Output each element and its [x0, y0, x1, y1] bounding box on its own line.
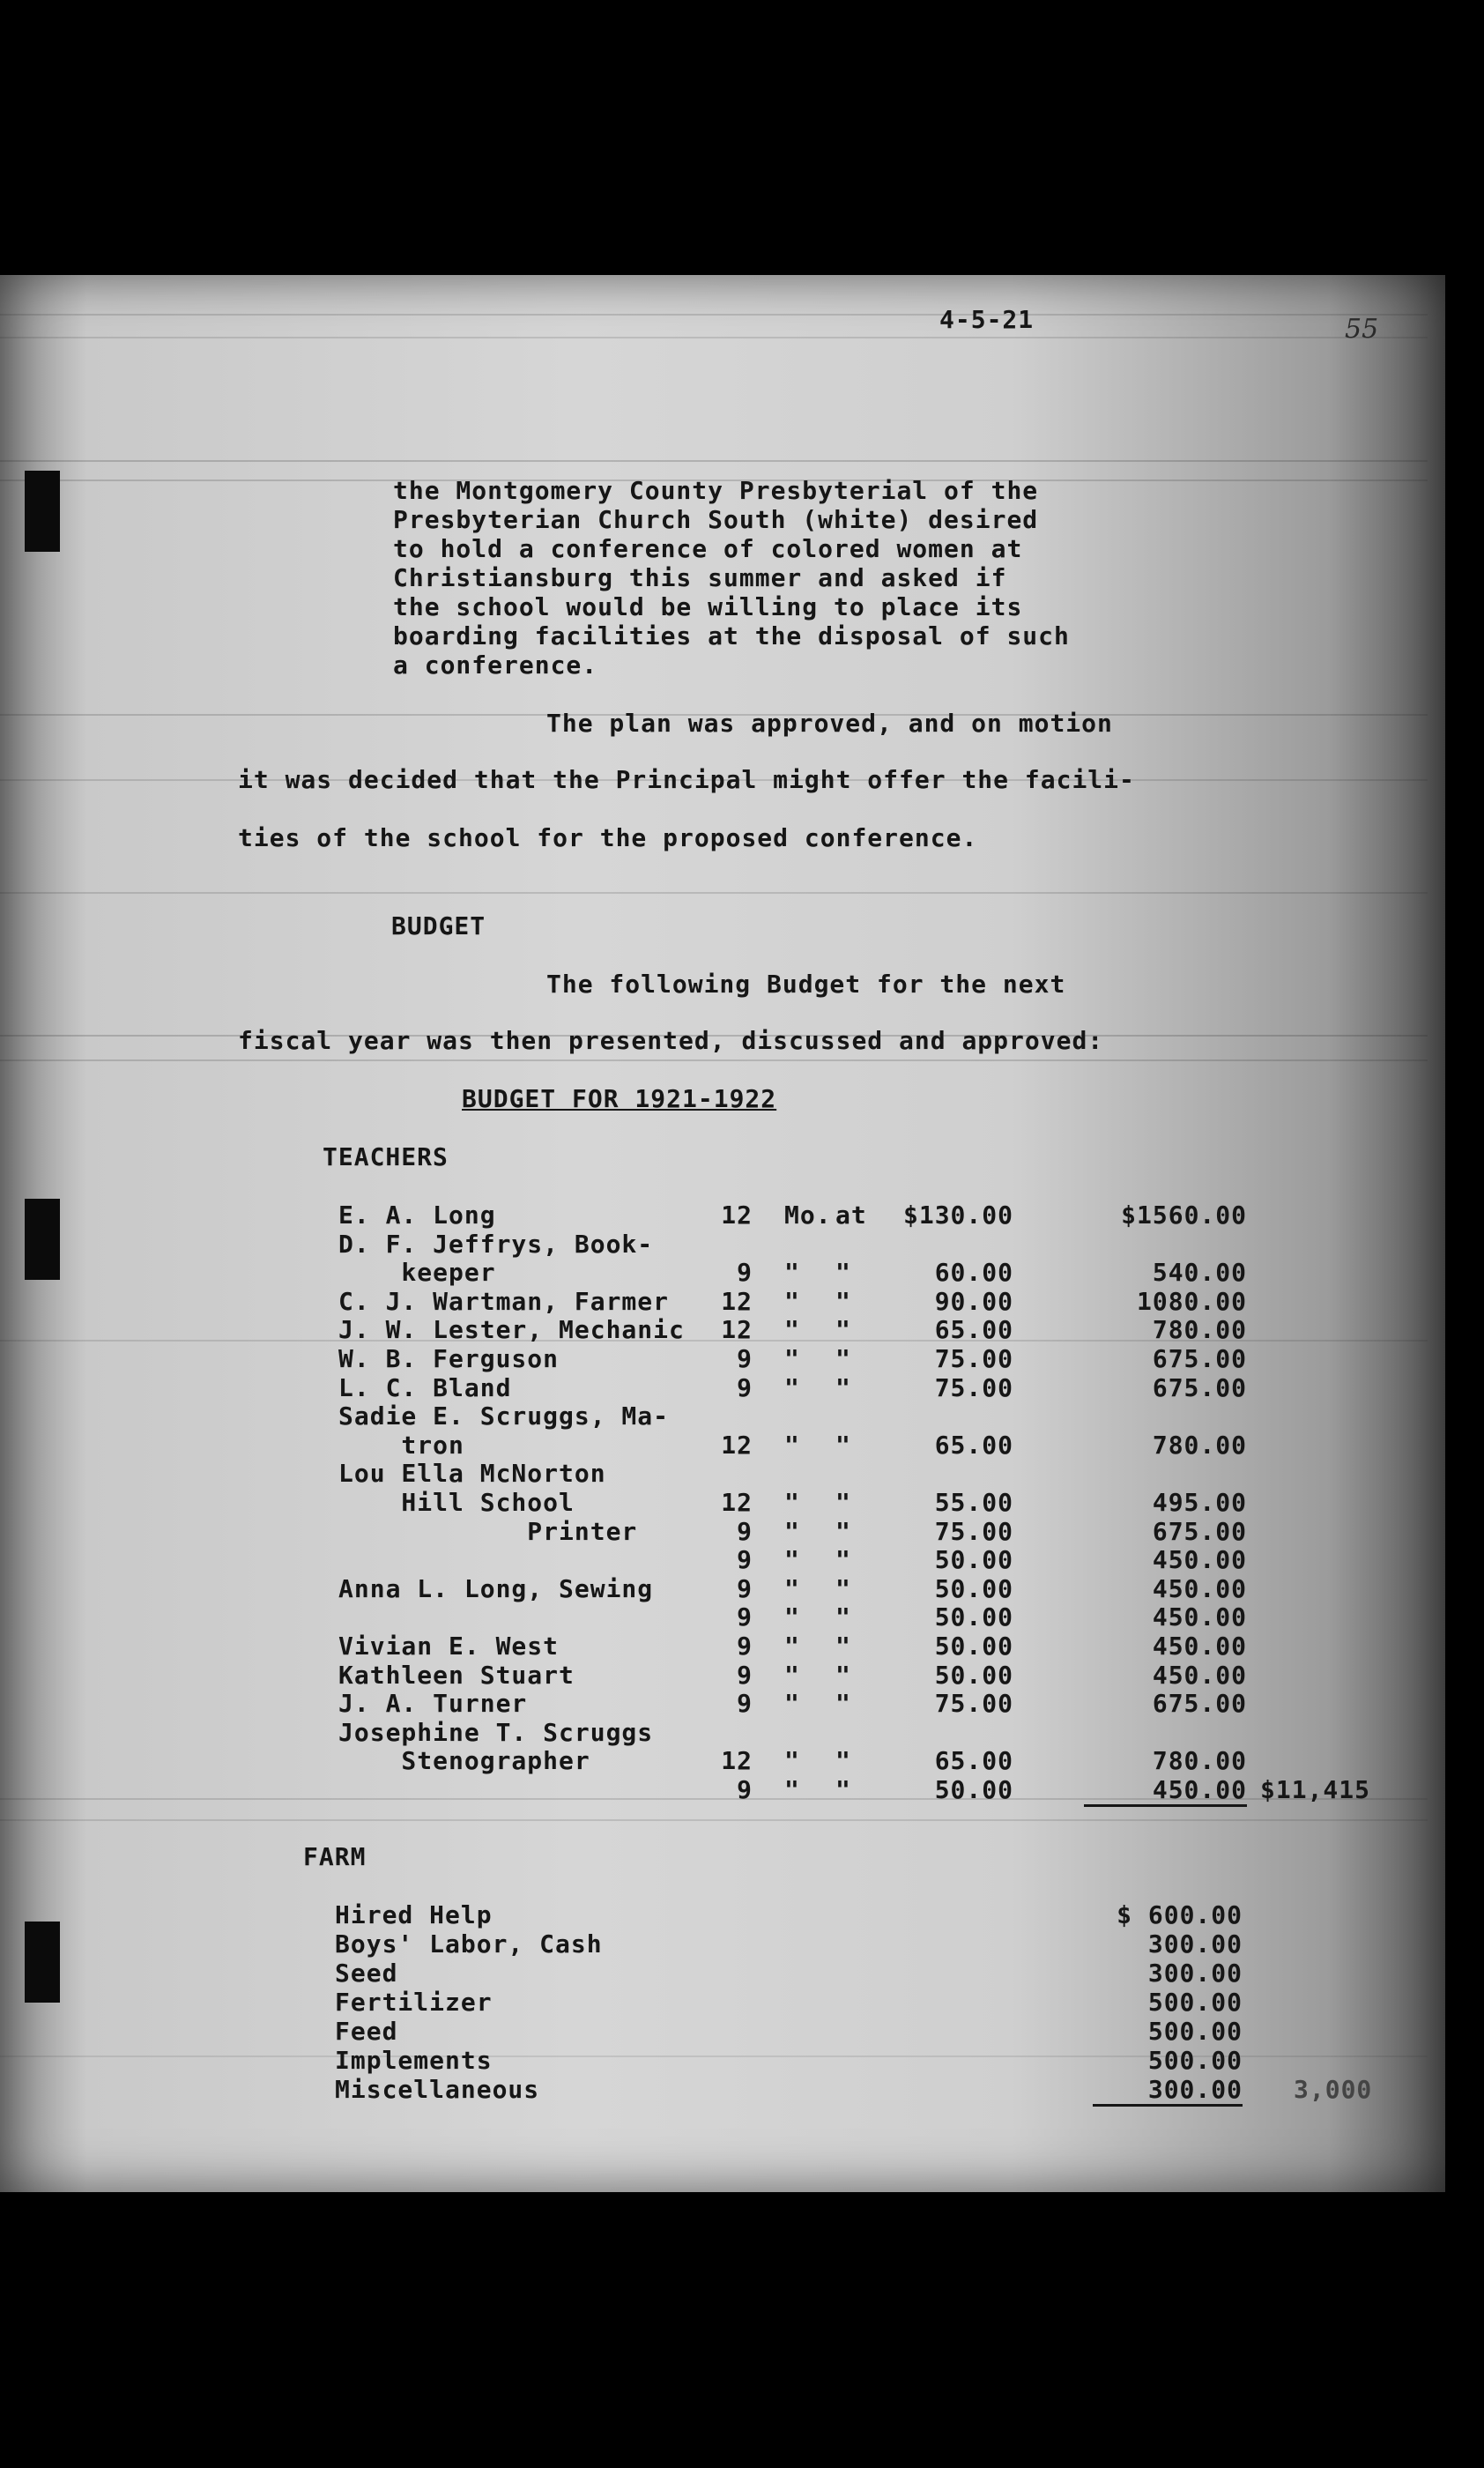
ruled-line [0, 1819, 1428, 1821]
farm-heading: FARM [303, 1842, 367, 1871]
paragraph3-line: The following Budget for the next [546, 970, 1066, 999]
teachers-cell-rate: 50.00 [934, 1775, 1013, 1804]
farm-row [0, 1900, 1445, 1929]
teachers-cell-q1: " [784, 1315, 800, 1345]
teachers-cell-name: Vivian E. West [338, 1632, 560, 1661]
farm-row [0, 2046, 1445, 2074]
teachers-cell-q2: " [835, 1573, 851, 1603]
teachers-cell-q2: " [835, 1286, 851, 1316]
farm-cell-amount: 500.00 [1147, 2017, 1243, 2046]
teachers-cell-q1: " [784, 1632, 800, 1661]
teachers-cell-q2: " [835, 1372, 851, 1402]
teachers-cell-name: Hill School [338, 1488, 575, 1517]
budget-heading: BUDGET [391, 911, 486, 940]
teachers-cell-name: Anna L. Long, Sewing [338, 1573, 654, 1603]
teachers-row [0, 1315, 1445, 1343]
teachers-cell-amount: 495.00 [1152, 1488, 1247, 1517]
teachers-cell-name: Printer [338, 1516, 638, 1546]
teachers-cell-months: 9 [737, 1602, 753, 1632]
paragraph1-line: Christiansburg this summer and asked if [393, 563, 1007, 592]
farm-cell-amount: 300.00 [1147, 1959, 1243, 1988]
farm-cell-amount: 500.00 [1147, 2046, 1243, 2075]
teachers-cell-amount: 780.00 [1152, 1746, 1247, 1776]
teachers-cell-name: Lou Ella McNorton [338, 1459, 606, 1489]
teachers-cell-q1: " [784, 1372, 800, 1402]
farm-cell-amount: 300.00 [1093, 2075, 1243, 2107]
teachers-cell-q2: " [835, 1545, 851, 1575]
teachers-cell-name: E. A. Long [338, 1201, 496, 1230]
teachers-row [0, 1718, 1445, 1746]
teachers-cell-months: 9 [737, 1258, 753, 1288]
teachers-cell-months: 9 [737, 1516, 753, 1546]
budget-title: BUDGET FOR 1921-1922 [462, 1084, 777, 1113]
farm-row [0, 1959, 1445, 1987]
teachers-row [0, 1201, 1445, 1229]
teachers-cell-months: 12 [721, 1488, 753, 1517]
farm-cell-total: 3,000 [1294, 2075, 1373, 2104]
teachers-cell-months: 9 [737, 1660, 753, 1690]
teachers-cell-name: Stenographer [338, 1746, 590, 1776]
teachers-cell-name: W. B. Ferguson [338, 1344, 560, 1373]
teachers-cell-q1: " [784, 1746, 800, 1776]
teachers-cell-amount: 450.00 [1152, 1660, 1247, 1690]
teachers-cell-q2: " [835, 1430, 851, 1460]
paragraph1-line: a conference. [393, 650, 598, 680]
teachers-cell-q2: " [835, 1344, 851, 1373]
teachers-cell-q2: " [835, 1660, 851, 1690]
paragraph2-line: The plan was approved, and on motion [546, 709, 1113, 738]
teachers-cell-rate: 75.00 [934, 1344, 1013, 1373]
teachers-cell-name: D. F. Jeffrys, Book- [338, 1229, 654, 1259]
paragraph2-line: ties of the school for the proposed conference. [238, 823, 978, 852]
farm-row [0, 1929, 1445, 1958]
teachers-cell-amount: 450.00 [1152, 1602, 1247, 1632]
teachers-cell-name: J. W. Lester, Mechanic [338, 1315, 685, 1345]
teachers-row [0, 1287, 1445, 1315]
binder-tab [25, 471, 60, 552]
teachers-cell-amount: 450.00 [1152, 1573, 1247, 1603]
teachers-cell-q2: " [835, 1602, 851, 1632]
teachers-row [0, 1459, 1445, 1487]
teachers-cell-q2: at [835, 1201, 867, 1230]
paragraph1-line: Presbyterian Church South (white) desired [393, 505, 1039, 534]
teachers-cell-rate: 55.00 [934, 1488, 1013, 1517]
teachers-cell-total: $11,415 [1260, 1775, 1371, 1804]
teachers-cell-months: 9 [737, 1372, 753, 1402]
teachers-cell-amount: 1080.00 [1136, 1286, 1247, 1316]
paragraph1-line: boarding facilities at the disposal of such [393, 621, 1070, 650]
farm-row [0, 2017, 1445, 2045]
teachers-cell-q1: " [784, 1602, 800, 1632]
teachers-cell-months: 12 [721, 1201, 753, 1230]
ruled-line [0, 337, 1428, 338]
teachers-cell-q2: " [835, 1689, 851, 1719]
teachers-cell-q2: " [835, 1488, 851, 1517]
teachers-cell-months: 12 [721, 1746, 753, 1776]
teachers-cell-name: keeper [338, 1258, 496, 1288]
teachers-cell-rate: $130.00 [902, 1201, 1013, 1230]
teachers-cell-months: 9 [737, 1573, 753, 1603]
teachers-cell-q1: " [784, 1775, 800, 1804]
teachers-cell-rate: 75.00 [934, 1372, 1013, 1402]
paragraph2-line: it was decided that the Principal might offer the facili- [238, 765, 1135, 794]
teachers-cell-q1: " [784, 1286, 800, 1316]
teachers-row [0, 1689, 1445, 1717]
teachers-cell-q1: " [784, 1488, 800, 1517]
teachers-cell-months: 12 [721, 1430, 753, 1460]
page-date: 4-5-21 [939, 305, 1035, 334]
farm-cell-name: Hired Help [335, 1900, 493, 1929]
teachers-cell-amount: 450.00 [1152, 1632, 1247, 1661]
teachers-cell-amount: 780.00 [1152, 1430, 1247, 1460]
teachers-cell-q2: " [835, 1516, 851, 1546]
farm-cell-amount: 500.00 [1147, 1988, 1243, 2017]
paragraph3-line: fiscal year was then presented, discussed and approved: [238, 1026, 1104, 1055]
teachers-cell-name: Kathleen Stuart [338, 1660, 575, 1690]
teachers-cell-amount: 675.00 [1152, 1689, 1247, 1719]
teachers-cell-months: 9 [737, 1689, 753, 1719]
ruled-line [0, 892, 1428, 894]
teachers-row [0, 1373, 1445, 1401]
teachers-cell-rate: 50.00 [934, 1660, 1013, 1690]
teachers-cell-rate: 50.00 [934, 1545, 1013, 1575]
ruled-line [0, 1059, 1428, 1061]
teachers-cell-name: Sadie E. Scruggs, Ma- [338, 1401, 670, 1431]
farm-cell-amount: 300.00 [1147, 1929, 1243, 1959]
teachers-cell-q1: Mo. [784, 1201, 832, 1230]
teachers-cell-q1: " [784, 1344, 800, 1373]
paragraph1-line: the school would be willing to place its [393, 592, 1023, 621]
teachers-cell-q2: " [835, 1315, 851, 1345]
teachers-cell-rate: 50.00 [934, 1632, 1013, 1661]
teachers-cell-months: 9 [737, 1632, 753, 1661]
teachers-cell-amount: 450.00 [1152, 1545, 1247, 1575]
teachers-cell-amount: 675.00 [1152, 1344, 1247, 1373]
paragraph1-line: the Montgomery County Presbyterial of the [393, 476, 1039, 505]
teachers-row [0, 1431, 1445, 1459]
teachers-cell-name: L. C. Bland [338, 1372, 512, 1402]
farm-cell-name: Implements [335, 2046, 493, 2075]
teachers-cell-rate: 65.00 [934, 1315, 1013, 1345]
farm-cell-amount: $ 600.00 [1117, 1900, 1243, 1929]
document-page [0, 275, 1445, 2192]
teachers-cell-rate: 65.00 [934, 1430, 1013, 1460]
teachers-row [0, 1230, 1445, 1258]
teachers-cell-months: 9 [737, 1344, 753, 1373]
teachers-cell-name: tron [338, 1430, 464, 1460]
teachers-row [0, 1258, 1445, 1286]
teachers-row [0, 1545, 1445, 1573]
teachers-cell-q1: " [784, 1573, 800, 1603]
teachers-cell-q1: " [784, 1545, 800, 1575]
teachers-cell-months: 12 [721, 1286, 753, 1316]
farm-row [0, 2075, 1445, 2103]
teachers-cell-q1: " [784, 1516, 800, 1546]
farm-cell-name: Seed [335, 1959, 398, 1988]
teachers-cell-q2: " [835, 1775, 851, 1804]
teachers-row [0, 1775, 1445, 1803]
teachers-cell-name: Josephine T. Scruggs [338, 1717, 654, 1747]
teachers-cell-amount: 675.00 [1152, 1372, 1247, 1402]
teachers-heading: TEACHERS [323, 1142, 449, 1171]
teachers-row [0, 1661, 1445, 1689]
farm-cell-name: Boys' Labor, Cash [335, 1929, 603, 1959]
teachers-cell-name: C. J. Wartman, Farmer [338, 1286, 670, 1316]
teachers-row [0, 1746, 1445, 1774]
teachers-cell-q2: " [835, 1258, 851, 1288]
farm-cell-name: Fertilizer [335, 1988, 493, 2017]
teachers-cell-rate: 75.00 [934, 1689, 1013, 1719]
teachers-cell-rate: 50.00 [934, 1602, 1013, 1632]
paragraph1-line: to hold a conference of colored women at [393, 534, 1023, 563]
teachers-cell-amount: 675.00 [1152, 1516, 1247, 1546]
teachers-cell-rate: 65.00 [934, 1746, 1013, 1776]
teachers-cell-q1: " [784, 1689, 800, 1719]
teachers-cell-q2: " [835, 1632, 851, 1661]
teachers-cell-months: 9 [737, 1775, 753, 1804]
teachers-cell-rate: 90.00 [934, 1286, 1013, 1316]
teachers-cell-rate: 50.00 [934, 1573, 1013, 1603]
teachers-row [0, 1574, 1445, 1602]
teachers-row [0, 1517, 1445, 1545]
teachers-cell-months: 12 [721, 1315, 753, 1345]
ruled-line [0, 314, 1428, 316]
teachers-cell-months: 9 [737, 1545, 753, 1575]
teachers-row [0, 1488, 1445, 1516]
teachers-row [0, 1632, 1445, 1660]
farm-cell-name: Feed [335, 2017, 398, 2046]
teachers-row [0, 1344, 1445, 1372]
teachers-cell-name: J. A. Turner [338, 1689, 528, 1719]
teachers-cell-rate: 60.00 [934, 1258, 1013, 1288]
teachers-cell-q1: " [784, 1258, 800, 1288]
teachers-cell-q1: " [784, 1430, 800, 1460]
teachers-cell-amount: 780.00 [1152, 1315, 1247, 1345]
teachers-cell-amount: 540.00 [1152, 1258, 1247, 1288]
page-number: 55 [1345, 314, 1379, 345]
teachers-cell-amount: 450.00 [1084, 1775, 1247, 1807]
teachers-row [0, 1602, 1445, 1631]
teachers-cell-rate: 75.00 [934, 1516, 1013, 1546]
teachers-cell-q1: " [784, 1660, 800, 1690]
teachers-row [0, 1401, 1445, 1430]
farm-cell-name: Miscellaneous [335, 2075, 540, 2104]
farm-row [0, 1988, 1445, 2016]
teachers-cell-q2: " [835, 1746, 851, 1776]
teachers-cell-amount: $1560.00 [1121, 1201, 1247, 1230]
ruled-line [0, 460, 1428, 462]
